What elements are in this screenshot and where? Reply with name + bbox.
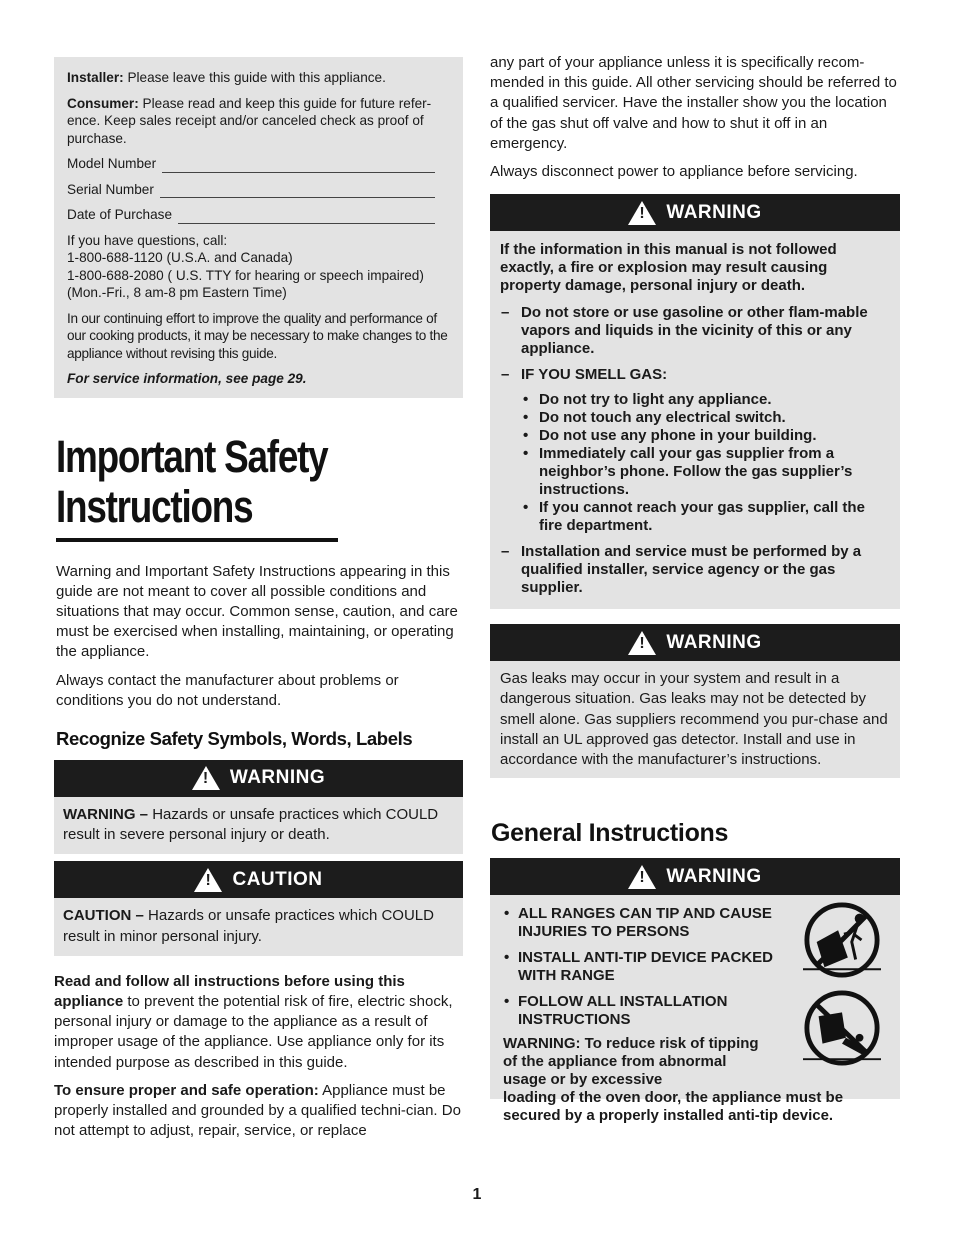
no-tipping-person-icon	[803, 901, 881, 979]
list-item: • Do not use any phone in your building.	[521, 427, 888, 445]
list-item: • ALL RANGES CAN TIP AND CAUSE INJURIES TO PERSONS	[502, 905, 792, 941]
warning-triangle-icon: !	[628, 865, 656, 889]
warning-definition-box: ! WARNING WARNING – Hazards or unsafe practices which COULD result in severe personal injury or death.	[54, 760, 463, 854]
title-underline	[56, 538, 338, 542]
anti-tip-warning-box	[490, 858, 900, 1125]
warning-banner: ! WARNING	[490, 624, 900, 661]
list-item: – Do not store or use gasoline or other flam-mable vapors and liquids in the vicinity of this or any appliance.	[500, 304, 888, 358]
list-item: • FOLLOW ALL INSTALLATION INSTRUCTIONS	[502, 993, 792, 1029]
caution-banner: ! CAUTION	[54, 861, 463, 898]
warning-banner: ! WARNING	[54, 760, 463, 797]
owner-info-box	[54, 57, 463, 398]
no-child-on-door-icon	[803, 989, 881, 1067]
list-item: • INSTALL ANTI-TIP DEVICE PACKED WITH RANGE	[502, 949, 792, 985]
gas-warning-list	[500, 304, 888, 597]
list-item: • Do not touch any electrical switch.	[521, 409, 888, 427]
list-item: – Installation and service must be performed by a qualified installer, service agency or the gas supplier.	[500, 543, 888, 597]
gas-fire-warning-box: ! WARNING If the information in this manual is not followed exactly, a fire or explosion may result causing property damage, personal injury or death. – Do not store or use gasoline or other flam-mable vapors and liquids in the vicinity of this or any appliance. – IF YOU SMELL GAS: • Do not try to light any appliance. • Do not touch any electrical switch. • Do not use any phone in your building. • Immediately call your gas supplier from a neighbor’s phone. Follow the gas supplier’s instructions. • If you cannot reach your gas supplier, call the fire department. – Installation and service must be performed by a qualified installer, service agency or the gas supplier.	[490, 194, 900, 609]
recognize-heading: Recognize Safety Symbols, Words, Labels	[56, 727, 413, 749]
date-of-purchase-field[interactable]: Date of Purchase	[67, 206, 451, 224]
warning-triangle-icon: !	[628, 201, 656, 225]
usage-instructions: Read and follow all instructions before using this appliance to prevent the potential risk of fire, electric shock, personal injury or damage to the appliance as a result of improper usage of the appliance. Use appliance only for its intended purpose as described in this guide. To ensure proper and safe operation: Appliance must be properly installed and grounded by a qualified techni-cian. Do not attempt to adjust, repair, service, or replace	[54, 972, 461, 1140]
list-item: – IF YOU SMELL GAS: • Do not try to light any appliance. • Do not touch any electrical switch. • Do not use any phone in your building. • Immediately call your gas supplier from a neighbor’s phone. Follow the gas supplier’s instructions. • If you cannot reach your gas supplier, call the fire department.	[500, 366, 888, 535]
serial-number-field[interactable]: Serial Number	[67, 181, 451, 199]
contact-info: If you have questions, call: 1-800-688-1120 (U.S.A. and Canada) 1-800-688-2080 ( U.S. TTY for hearing or speech impaired) (Mon.-Fri., 8 am-8 pm Eastern Time)	[67, 232, 424, 300]
service-info-link: For service information, see page 29.	[67, 371, 307, 386]
caution-triangle-icon: !	[194, 868, 222, 892]
consumer-note: Consumer: Please read and keep this guide for future refer-ence. Keep sales receipt and/or canceled check as proof of purchase.	[67, 95, 432, 146]
left-column	[54, 57, 463, 1149]
page-title: Important Safety Instructions	[56, 430, 328, 532]
servicing-text: any part of your appliance unless it is specifically recom-mended in this guide. All other servicing should be referred to a qualified servicer. Have the installer show you the location of the gas shut off valve and how to shut it off in an emergency. Always disconnect power to appliance before servicing.	[490, 54, 897, 181]
general-instructions-heading: General Instructions	[491, 819, 729, 848]
installer-note: Installer: Please leave this guide with this appliance.	[67, 70, 386, 85]
right-column	[490, 53, 900, 1125]
caution-definition-box: ! CAUTION CAUTION – Hazards or unsafe practices which COULD result in minor personal injury.	[54, 861, 463, 955]
improvement-note: In our continuing effort to improve the quality and performance of our cooking products, it may be necessary to make changes to the appliance without revising this guide.	[67, 310, 448, 361]
anti-tip-list	[502, 905, 792, 1029]
list-item: • If you cannot reach your gas supplier, call the fire department.	[521, 499, 888, 535]
warning-triangle-icon: !	[192, 766, 220, 790]
list-item: • Do not try to light any appliance.	[521, 391, 888, 409]
page-number: 1	[472, 1186, 482, 1203]
warning-triangle-icon: !	[628, 631, 656, 655]
anti-tip-warning: WARNING: To reduce risk of tipping of the appliance from abnormal usage or by excessive loading of the oven door, the appliance must be secured by a properly installed anti-tip device.	[503, 1035, 844, 1125]
list-item: • Immediately call your gas supplier from a neighbor’s phone. Follow the gas supplier’s instructions.	[521, 445, 888, 499]
warning-banner: ! WARNING	[490, 858, 900, 895]
intro-text: Warning and Important Safety Instructions appearing in this guide are not meant to cover all possible conditions and situations that may occur. Common sense, caution, and care must be exercised when installing, maintaining, or operating the appliance. Always contact the manufacturer about problems or conditions you do not understand.	[56, 562, 458, 709]
warning-banner: ! WARNING	[490, 194, 900, 231]
model-number-field[interactable]: Model Number	[67, 155, 451, 173]
gas-smell-steps	[521, 391, 888, 535]
gas-leak-warning-box: ! WARNING Gas leaks may occur in your system and result in a dangerous situation. Gas leaks may not be detected by smell alone. Gas suppliers recommend you pur-chase and install an UL approved gas detector. Install and use in accordance with the manufacturer’s instructions.	[490, 624, 900, 778]
